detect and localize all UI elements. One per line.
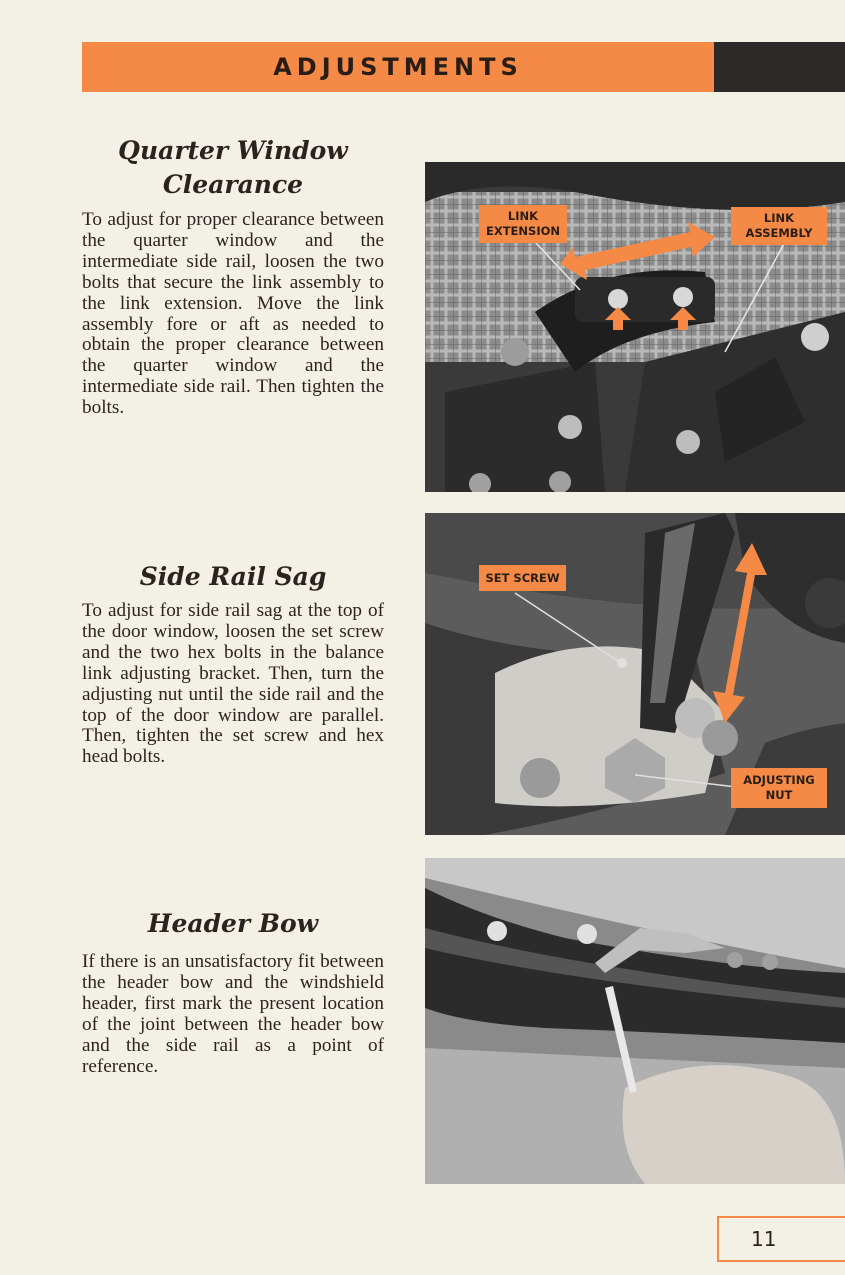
callout-link-assembly: LINK ASSEMBLY xyxy=(731,207,827,245)
section-header-bar xyxy=(82,42,845,92)
header-dark-block xyxy=(714,42,845,92)
callout-link-extension: LINK EXTENSION xyxy=(479,205,567,243)
section-title-quarter-window xyxy=(82,134,384,202)
section-title-line-2: Clearance xyxy=(162,170,304,199)
page-number: 11 xyxy=(717,1216,845,1262)
section-title-line-1: Quarter Window xyxy=(118,136,348,165)
callout-adjusting-nut: ADJUSTING NUT xyxy=(731,768,827,808)
photo-header-bow xyxy=(425,858,845,1184)
callout-set-screw: SET SCREW xyxy=(479,565,566,591)
header-title: ADJUSTMENTS xyxy=(273,53,523,81)
section-title-side-rail-sag: Side Rail Sag xyxy=(139,562,327,591)
section-title-header-bow: Header Bow xyxy=(147,909,319,938)
section-body-header-bow: If there is an unsatisfactory fit between the header bow and the windshield header, first mark the present location of the joint between the header bow and the side rail as a point of reference. xyxy=(82,951,384,1077)
section-body-side-rail-sag: To adjust for side rail sag at the top of the door window, loosen the set screw and the two hex bolts in the balance link adjusting bracket. Then, turn the adjusting nut until the side rail and the top of the door window are parallel. Then, tighten the set screw and hex head bolts. xyxy=(82,600,384,768)
section-body-quarter-window: To adjust for proper clearance between the quarter window and the intermediate side rail, loosen the two bolts that secure the link assembly to the link extension. Move the link assembly fore or aft as needed to obtain the proper clearance between the quarter window and the intermediate side rail. Then tighten the bolts. xyxy=(82,209,384,419)
